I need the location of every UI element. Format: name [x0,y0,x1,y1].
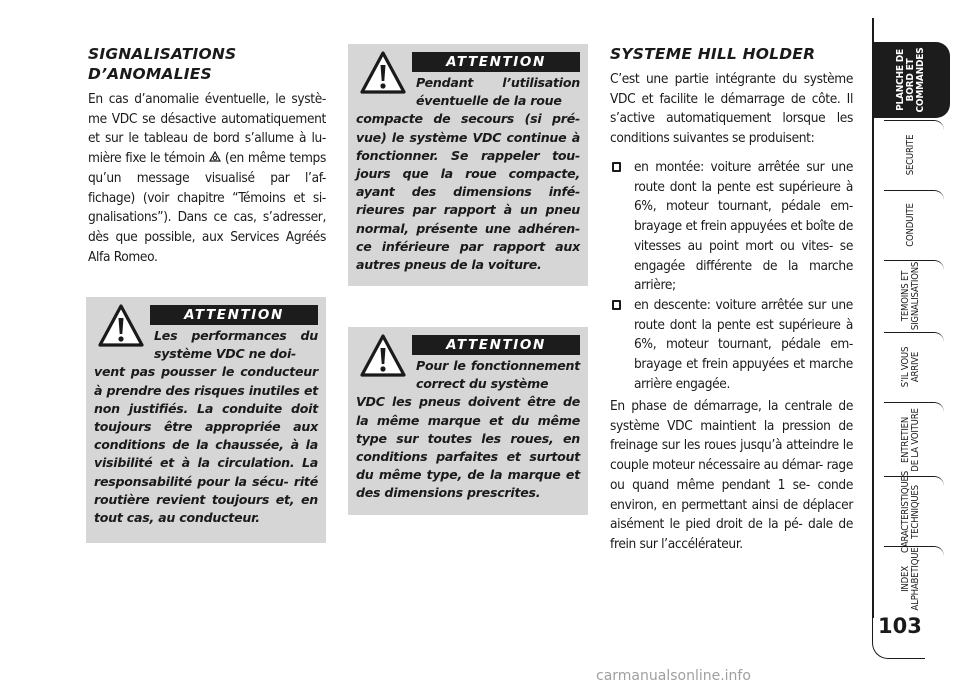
bullet-text-downhill: en descente: voiture arrêtée sur une route dont la pente est supérieure à 6%, moteur tournant, pédale em- brayage et frein appuyées et marche arrière engagée. [634,297,853,392]
attention-text-first: Les performances du système VDC ne doi- [154,328,318,362]
attention-text-rest: vent pas pousser le conducteur à prendre des risques inutiles et non justifiés. La conduite doit toujours être appropriée aux conditions de la chaussée, à la visibilité et à la circulation. La responsabilité pour la sécu- rité routière revient toujours et, en tout cas, au conducteur. [94,364,318,526]
tab-bar-edge [872,18,874,618]
attention-text-rest: compacte de secours (si pré- vue) le système VDC continue à fonctionner. Se rappeler tou- jours que la roue compacte, ayant des dimensions infé- rieures par rapport à un pneu normal, présente une adhéren- ce inférieure par rapport aux autres pneus de la voiture. [356,111,580,273]
tab-securite[interactable] [872,122,950,188]
tab-label: TEMOINS ET SIGNALISATIONS [900,261,921,331]
anomalies-text-end: (en même temps qu’un message visualisé par l’af- fichage) (voir chapitre “Témoins et si- gnalisations”). Dans ce cas, s’adresser, dès que possible, aux Services Agréés Alfa Romeo. [88,150,326,265]
attention-text-first: Pour le fonctionnement correct du système [416,358,580,392]
tab-caracteristiques[interactable] [872,471,950,553]
hill-holder-heading: SYSTEME HILL HOLDER [610,45,816,63]
attention-banner: ATTENTION [412,52,580,72]
hill-holder-intro: C’est une partie intégrante du système VDC et facilite le démarrage de côte. Il s’active automatiquement lorsque les conditions suivantes se produisent: [610,71,853,147]
attention-text [356,357,580,503]
page-number: 103 [878,614,922,638]
anomalies-paragraph [88,90,326,267]
tab-label: ENTRETIEN DE LA VOITURE [900,408,921,472]
anomalies-heading-line1: SIGNALISATIONS [88,45,237,63]
tab-conduite[interactable] [872,192,950,258]
vdc-warning-icon [209,151,221,163]
tab-planche-de-bord[interactable] [872,42,950,118]
hill-holder-closing: En phase de démarrage, la centrale de système VDC maintient la pression de freinage sur les roues jusqu’à atteindre le couple moteur nécessaire au démar- rage ou quand même pendant 1 se- conde environ, en permettant ainsi de déplacer aisément le pied droit de la pé- dale de frein sur l’accélérateur. [610,398,853,552]
tab-sil-vous-arrive[interactable] [872,334,950,400]
anomalies-text-start: En cas d’anomalie éventuelle, le systè- me VDC se désactive automatiquement et sur le tableau de bord s’allume à lu- mière fixe le témoin [88,91,326,167]
attention-banner: ATTENTION [412,335,580,355]
attention-box-tyres [348,327,588,515]
tab-label: PLANCHE DE BORD ET COMMANDES [895,47,926,113]
checkbox-bullet-icon [612,162,621,172]
tab-label: SECURITE [905,134,916,176]
tab-label: CONDUITE [905,203,916,247]
tab-temoins[interactable] [872,262,950,330]
anomalies-heading-line2: D’ANOMALIES [88,65,212,83]
checkbox-bullet-icon [612,300,621,310]
attention-text-rest: VDC les pneus doivent être de la même marque et du même type sur toutes les roues, en conditions parfaites et surtout du même type, de la marque et des dimensions prescrites. [356,394,580,501]
tab-label: S’IL VOUS ARRIVE [900,346,921,388]
list-item [610,158,853,296]
attention-box-compact-wheel [348,44,588,286]
tab-entretien[interactable] [872,404,950,476]
attention-text [94,327,318,527]
anomalies-heading [88,44,328,84]
tab-index[interactable] [872,548,950,610]
list-item [610,296,853,395]
attention-banner: ATTENTION [150,305,318,325]
watermark: carmanualsonline.info [596,668,751,684]
tab-label: CARACTERISTIQUES TECHNIQUES [900,471,921,553]
chapter-tabs [872,0,960,692]
attention-box-performance [86,297,326,543]
attention-text-first: Pendant l’utilisation éventuelle de la roue [416,75,580,109]
attention-text [356,74,580,274]
bullet-text-uphill: en montée: voiture arrêtée sur une route dont la pente est supérieure à 6%, moteur tournant, pédale em- brayage et frein appuyées et boîte de vitesses au point mort ou vites- se engagée différente de la marche arrière; [634,159,853,294]
tab-label: INDEX ALPHABETIQUE [900,547,921,611]
